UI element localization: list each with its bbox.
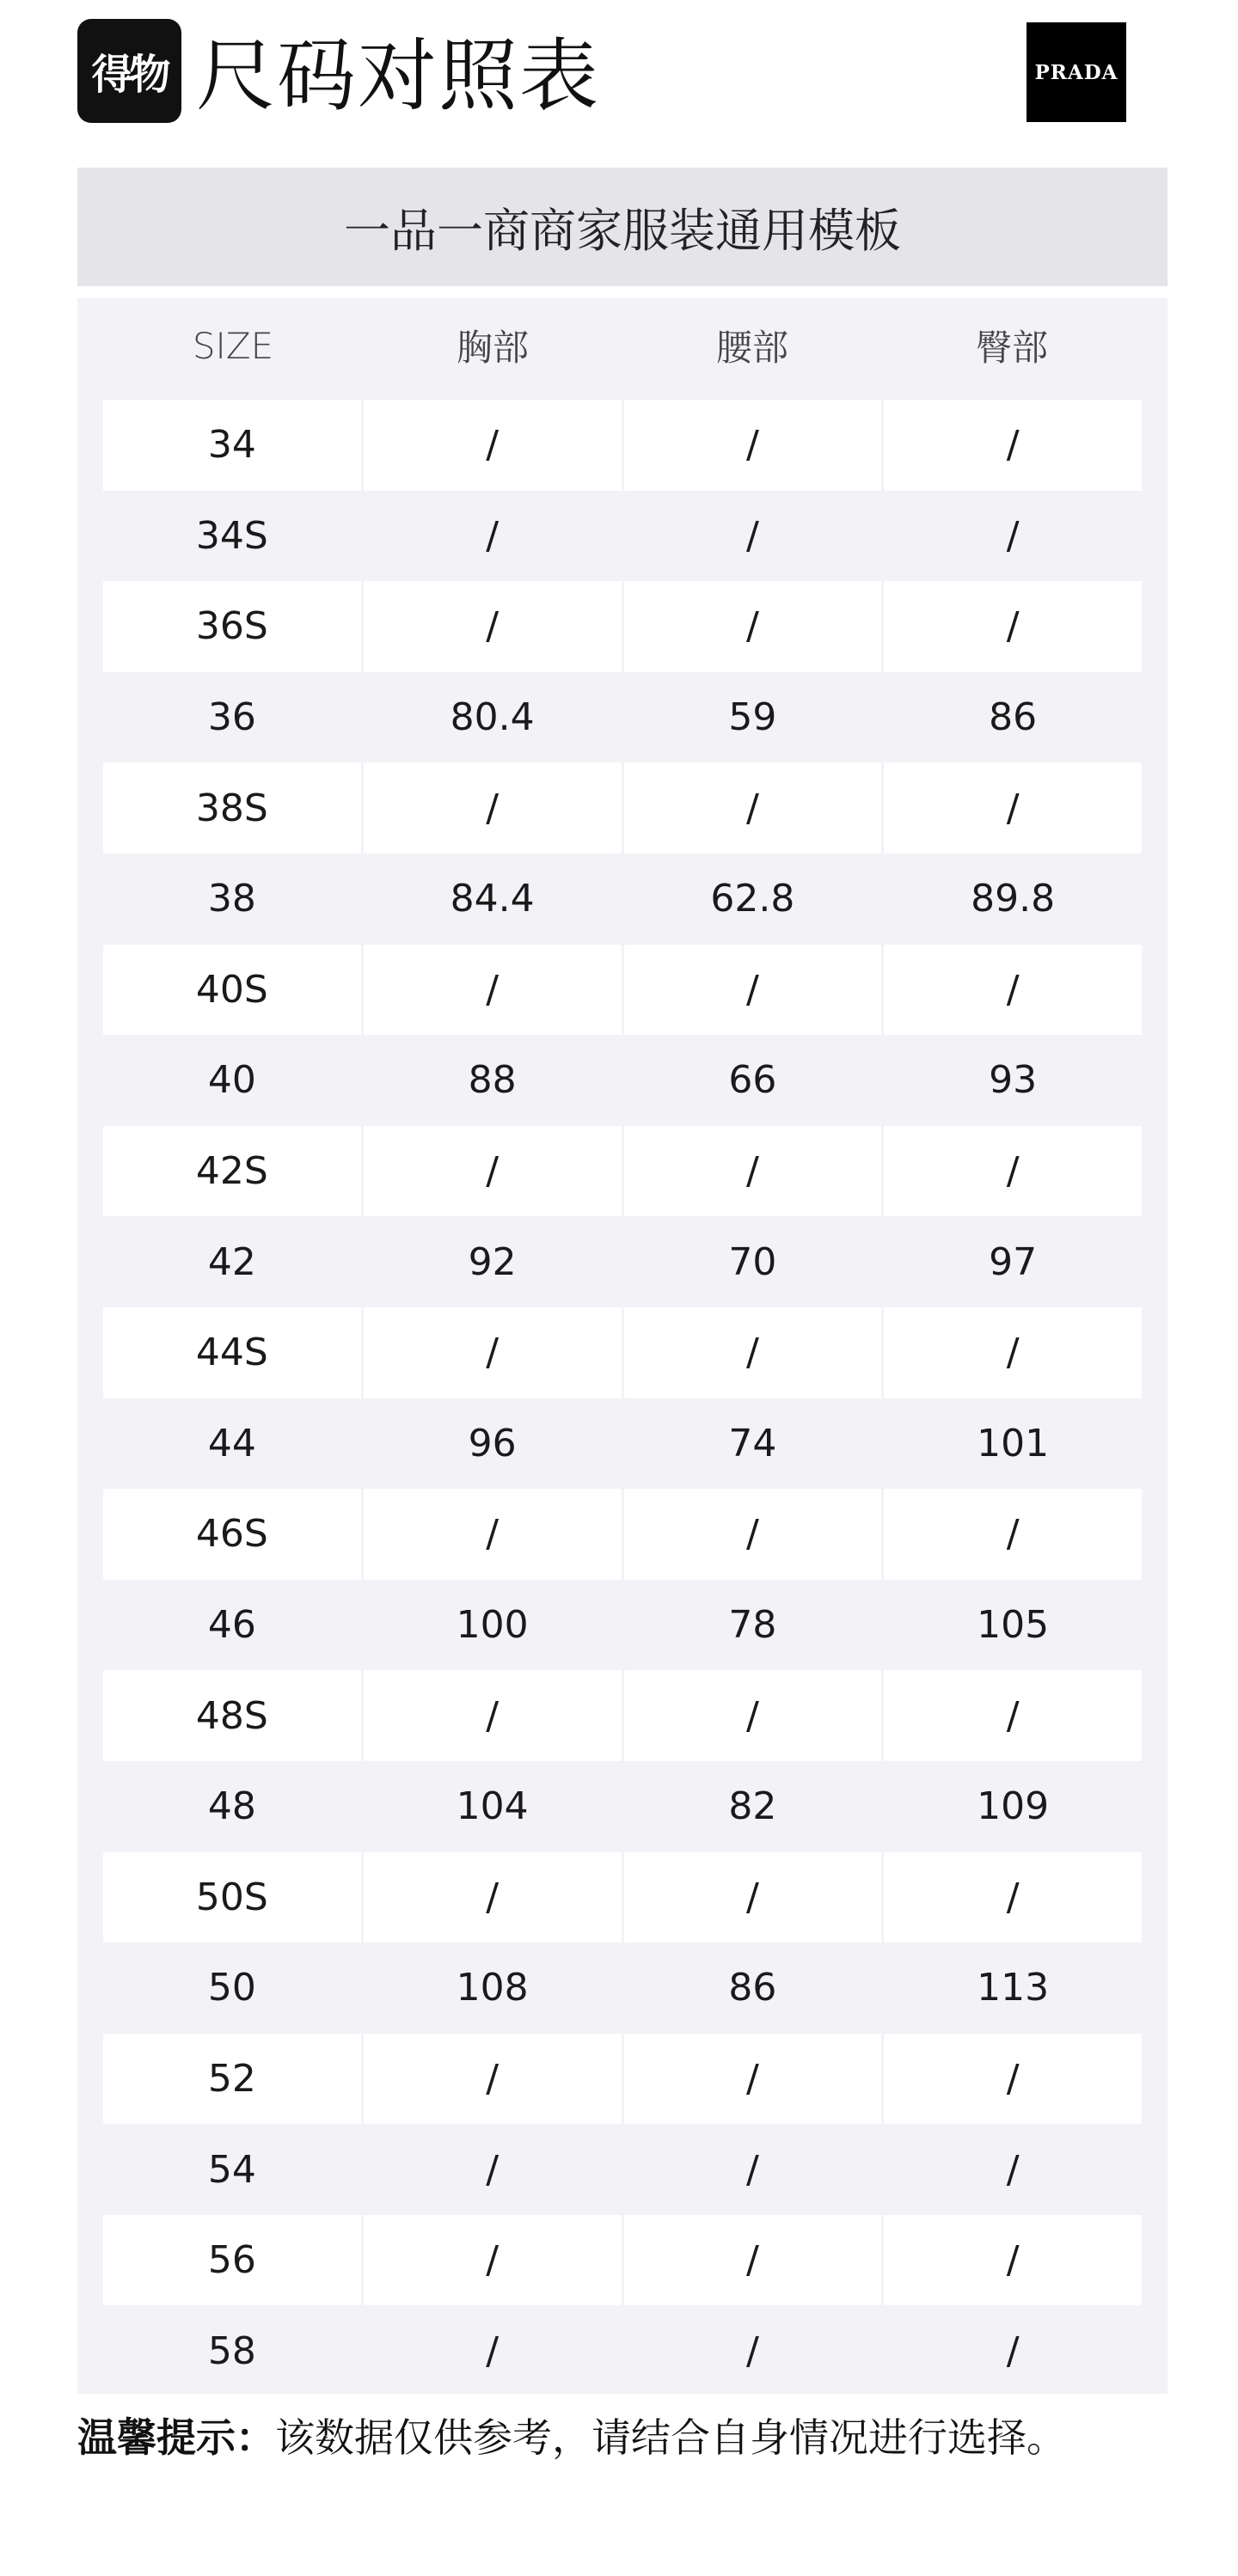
table-row	[103, 2215, 1142, 2306]
size-cell: 36	[207, 695, 256, 740]
size-cell: 40S	[103, 945, 361, 1036]
table-row	[103, 1943, 1142, 2034]
chest-cell: /	[364, 2034, 622, 2125]
tip-text: 该数据仅供参考，请结合自身情况进行选择。	[275, 2414, 1066, 2461]
size-cell: 46S	[103, 1489, 361, 1580]
chest-cell: /	[364, 762, 622, 854]
hip-cell: /	[1006, 2328, 1020, 2373]
prada-logo: PRADA	[1027, 22, 1126, 122]
waist-cell: /	[624, 2215, 882, 2306]
size-cell: 44	[207, 1421, 256, 1465]
waist-cell: /	[624, 1670, 882, 1761]
hip-cell: /	[1006, 2147, 1020, 2192]
chest-cell: 104	[456, 1784, 529, 1829]
size-cell: 34	[103, 400, 361, 491]
table-row	[103, 1580, 1142, 1671]
chest-cell: 84.4	[450, 877, 535, 921]
waist-cell: /	[624, 581, 882, 672]
table-row	[103, 672, 1142, 763]
hip-cell: /	[884, 945, 1142, 1036]
chest-cell: /	[364, 1670, 622, 1761]
tip-label: 温馨提示：	[77, 2414, 275, 2461]
size-cell: 38S	[103, 762, 361, 854]
waist-cell: 66	[728, 1058, 777, 1103]
waist-cell: /	[745, 2147, 759, 2192]
size-cell: 56	[103, 2215, 361, 2306]
table-row	[103, 945, 1142, 1036]
hip-cell: /	[884, 2034, 1142, 2125]
table-row	[103, 1670, 1142, 1761]
table-row	[103, 1489, 1142, 1580]
table-row	[103, 400, 1142, 491]
hip-cell: 113	[977, 1966, 1050, 2010]
chest-cell: /	[364, 581, 622, 672]
chest-cell: 92	[468, 1239, 517, 1284]
waist-cell: /	[624, 1489, 882, 1580]
size-cell: 58	[207, 2328, 256, 2373]
hip-cell: 89.8	[971, 877, 1056, 921]
waist-cell: /	[624, 762, 882, 854]
column-header-hip: 臀部	[975, 327, 1048, 369]
template-subtitle: 一品一商商家服装通用模板	[77, 168, 1168, 286]
size-cell: 34S	[195, 513, 268, 558]
size-cell: 50	[207, 1966, 256, 2010]
hip-cell: /	[884, 762, 1142, 854]
chest-cell: 96	[468, 1421, 517, 1465]
waist-cell: 82	[728, 1784, 777, 1829]
hip-cell: 93	[989, 1058, 1038, 1103]
footer-note	[77, 2407, 1178, 2463]
chest-cell: 88	[468, 1058, 517, 1103]
hip-cell: /	[884, 1670, 1142, 1761]
size-cell: 44S	[103, 1307, 361, 1398]
table-row	[103, 1307, 1142, 1398]
table-row	[103, 1035, 1142, 1126]
chest-cell: /	[364, 400, 622, 491]
chest-cell: 100	[456, 1603, 529, 1648]
column-header-chest: 胸部	[456, 327, 529, 369]
chest-cell: /	[486, 2147, 499, 2192]
hip-cell: /	[884, 1126, 1142, 1217]
size-cell: 54	[207, 2147, 256, 2192]
table-row	[103, 1852, 1142, 1943]
waist-cell: /	[624, 1126, 882, 1217]
waist-cell: /	[745, 513, 759, 558]
hip-cell: 109	[977, 1784, 1050, 1829]
waist-cell: 62.8	[710, 877, 795, 921]
hip-cell: /	[884, 1489, 1142, 1580]
chest-cell: /	[364, 1852, 622, 1943]
waist-cell: 70	[728, 1239, 777, 1284]
size-cell: 46	[207, 1603, 256, 1648]
hip-cell: /	[884, 2215, 1142, 2306]
size-cell: 42	[207, 1239, 256, 1284]
chest-cell: 108	[456, 1966, 529, 2010]
table-row	[103, 762, 1142, 854]
table-header-row	[103, 298, 1142, 393]
table-row	[103, 491, 1142, 582]
chest-cell: /	[364, 1489, 622, 1580]
hip-cell: /	[884, 581, 1142, 672]
size-cell: 42S	[103, 1126, 361, 1217]
hip-cell: 105	[977, 1603, 1050, 1648]
chest-cell: 80.4	[450, 695, 535, 740]
table-row	[103, 2034, 1142, 2125]
chest-cell: /	[364, 1307, 622, 1398]
size-table	[77, 298, 1168, 2394]
size-cell: 38	[207, 877, 256, 921]
table-row	[103, 1216, 1142, 1307]
waist-cell: /	[624, 1852, 882, 1943]
waist-cell: 59	[728, 695, 777, 740]
dewu-logo: 得物	[77, 19, 181, 123]
size-cell: 48S	[103, 1670, 361, 1761]
hip-cell: 101	[977, 1421, 1050, 1465]
waist-cell: /	[624, 945, 882, 1036]
chest-cell: /	[486, 2328, 499, 2373]
table-row	[103, 854, 1142, 945]
hip-cell: 86	[989, 695, 1038, 740]
waist-cell: /	[624, 400, 882, 491]
size-cell: 48	[207, 1784, 256, 1829]
chest-cell: /	[364, 945, 622, 1036]
page-title: 尺码对照表	[196, 30, 601, 122]
chest-cell: /	[486, 513, 499, 558]
size-cell: 40	[207, 1058, 256, 1103]
waist-cell: /	[624, 1307, 882, 1398]
hip-cell: /	[884, 400, 1142, 491]
table-row	[103, 2124, 1142, 2215]
table-row	[103, 581, 1142, 672]
table-body	[103, 400, 1142, 2396]
waist-cell: 86	[728, 1966, 777, 2010]
chest-cell: /	[364, 2215, 622, 2306]
column-header-waist: 腰部	[715, 327, 788, 369]
waist-cell: 74	[728, 1421, 777, 1465]
table-row	[103, 1761, 1142, 1852]
hip-cell: /	[884, 1852, 1142, 1943]
table-row	[103, 1126, 1142, 1217]
hip-cell: /	[1006, 513, 1020, 558]
waist-cell: /	[745, 2328, 759, 2373]
waist-cell: 78	[728, 1603, 777, 1648]
table-row	[103, 2305, 1142, 2396]
column-header-size: SIZE	[192, 324, 274, 367]
hip-cell: /	[884, 1307, 1142, 1398]
chest-cell: /	[364, 1126, 622, 1217]
header	[77, 17, 1161, 138]
size-cell: 52	[103, 2034, 361, 2125]
waist-cell: /	[624, 2034, 882, 2125]
hip-cell: 97	[989, 1239, 1038, 1284]
table-row	[103, 1398, 1142, 1490]
size-cell: 50S	[103, 1852, 361, 1943]
size-cell: 36S	[103, 581, 361, 672]
